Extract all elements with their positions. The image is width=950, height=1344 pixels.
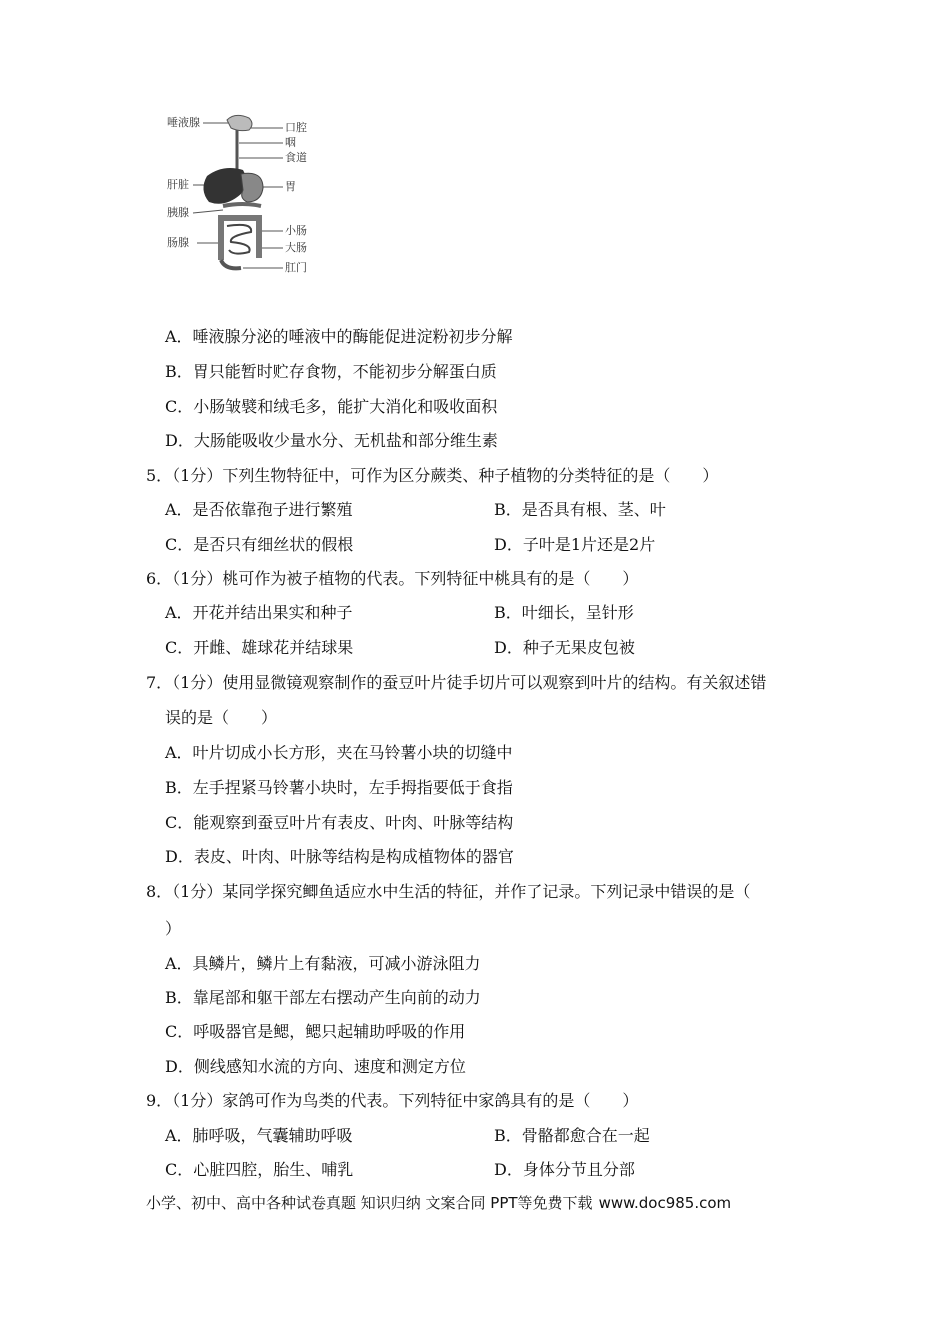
q5-stem: 5．（1分）下列生物特征中，可作为区分蕨类、种子植物的分类特征的是（ ）	[146, 466, 719, 485]
q7-option-c: C．能观察到蚕豆叶片有表皮、叶肉、叶脉等结构	[165, 813, 514, 832]
q9-stem: 9．（1分）家鸽可作为鸟类的代表。下列特征中家鸽具有的是（ ）	[146, 1091, 639, 1110]
label-large-intestine: 大肠	[285, 241, 307, 254]
q7-option-a: A．叶片切成小长方形，夹在马铃薯小块的切缝中	[165, 743, 513, 762]
label-esophagus: 食道	[285, 151, 307, 164]
q6-option-c: C．开雌、雄球花并结球果	[165, 638, 354, 657]
label-mouth: 口腔	[285, 121, 307, 134]
label-salivary-gland: 唾液腺	[167, 116, 200, 129]
label-stomach: 胃	[285, 180, 296, 193]
q9-option-b: B．骨骼都愈合在一起	[494, 1126, 650, 1145]
liver-shape	[203, 168, 245, 204]
pancreas-shape	[223, 204, 261, 206]
label-liver: 肝脏	[167, 178, 189, 191]
label-pharynx: 咽	[285, 136, 296, 149]
stomach-shape	[241, 173, 263, 202]
q6-option-a: A．开花并结出果实和种子	[165, 603, 353, 622]
small-intestine-shape	[227, 225, 251, 254]
label-small-intestine: 小肠	[285, 224, 307, 237]
footer-url-link[interactable]: www.doc985.com	[598, 1194, 732, 1212]
q8-stem-line1: 8．（1分）某同学探究鲫鱼适应水中生活的特征，并作了记录。下列记录中错误的是（	[146, 882, 751, 901]
page-footer	[146, 1192, 731, 1213]
q4-option-d: D．大肠能吸收少量水分、无机盐和部分维生素	[165, 431, 498, 450]
q6-stem: 6．（1分）桃可作为被子植物的代表。下列特征中桃具有的是（ ）	[146, 569, 639, 588]
label-intestinal-gland: 肠腺	[167, 236, 189, 249]
q4-option-c: C．小肠皱襞和绒毛多，能扩大消化和吸收面积	[165, 397, 498, 416]
q5-option-c: C．是否只有细丝状的假根	[165, 535, 354, 554]
q7-stem-line1: 7．（1分）使用显微镜观察制作的蚕豆叶片徒手切片可以观察到叶片的结构。有关叙述错	[146, 673, 767, 692]
q6-option-b: B．叶细长，呈针形	[494, 603, 634, 622]
q7-option-b: B．左手捏紧马铃薯小块时，左手拇指要低于食指	[165, 778, 513, 797]
q5-option-a: A．是否依靠孢子进行繁殖	[165, 500, 353, 519]
q9-option-c: C．心脏四腔，胎生、哺乳	[165, 1160, 354, 1179]
label-anus: 肛门	[285, 261, 307, 274]
q8-option-a: A．具鳞片，鳞片上有黏液，可减小游泳阻力	[165, 954, 481, 973]
digestive-system-diagram	[163, 112, 323, 280]
rectum-shape	[221, 260, 241, 268]
q7-option-d: D．表皮、叶肉、叶脉等结构是构成植物体的器官	[165, 847, 514, 866]
q8-option-c: C．呼吸器官是鳃，鳃只起辅助呼吸的作用	[165, 1022, 466, 1041]
q7-stem-line2: 误的是（ ）	[165, 708, 278, 727]
q4-option-b: B．胃只能暂时贮存食物，不能初步分解蛋白质	[165, 362, 497, 381]
mouth-shape	[227, 115, 252, 130]
q9-option-a: A．肺呼吸，气囊辅助呼吸	[165, 1126, 353, 1145]
q5-option-d: D．子叶是1片还是2片	[494, 535, 656, 554]
footer-text: 小学、初中、高中各种试卷真题 知识归纳 文案合同 PPT等免费下载	[146, 1194, 593, 1212]
q6-option-d: D．种子无果皮包被	[494, 638, 635, 657]
label-pancreas: 胰腺	[167, 206, 189, 219]
q5-option-b: B．是否具有根、茎、叶	[494, 500, 666, 519]
q4-option-a: A．唾液腺分泌的唾液中的酶能促进淀粉初步分解	[165, 327, 513, 346]
q9-option-d: D．身体分节且分部	[494, 1160, 635, 1179]
q8-option-b: B．靠尾部和躯干部左右摆动产生向前的动力	[165, 988, 481, 1007]
q8-option-d: D．侧线感知水流的方向、速度和测定方位	[165, 1057, 466, 1076]
q8-stem-line2: ）	[165, 919, 182, 938]
